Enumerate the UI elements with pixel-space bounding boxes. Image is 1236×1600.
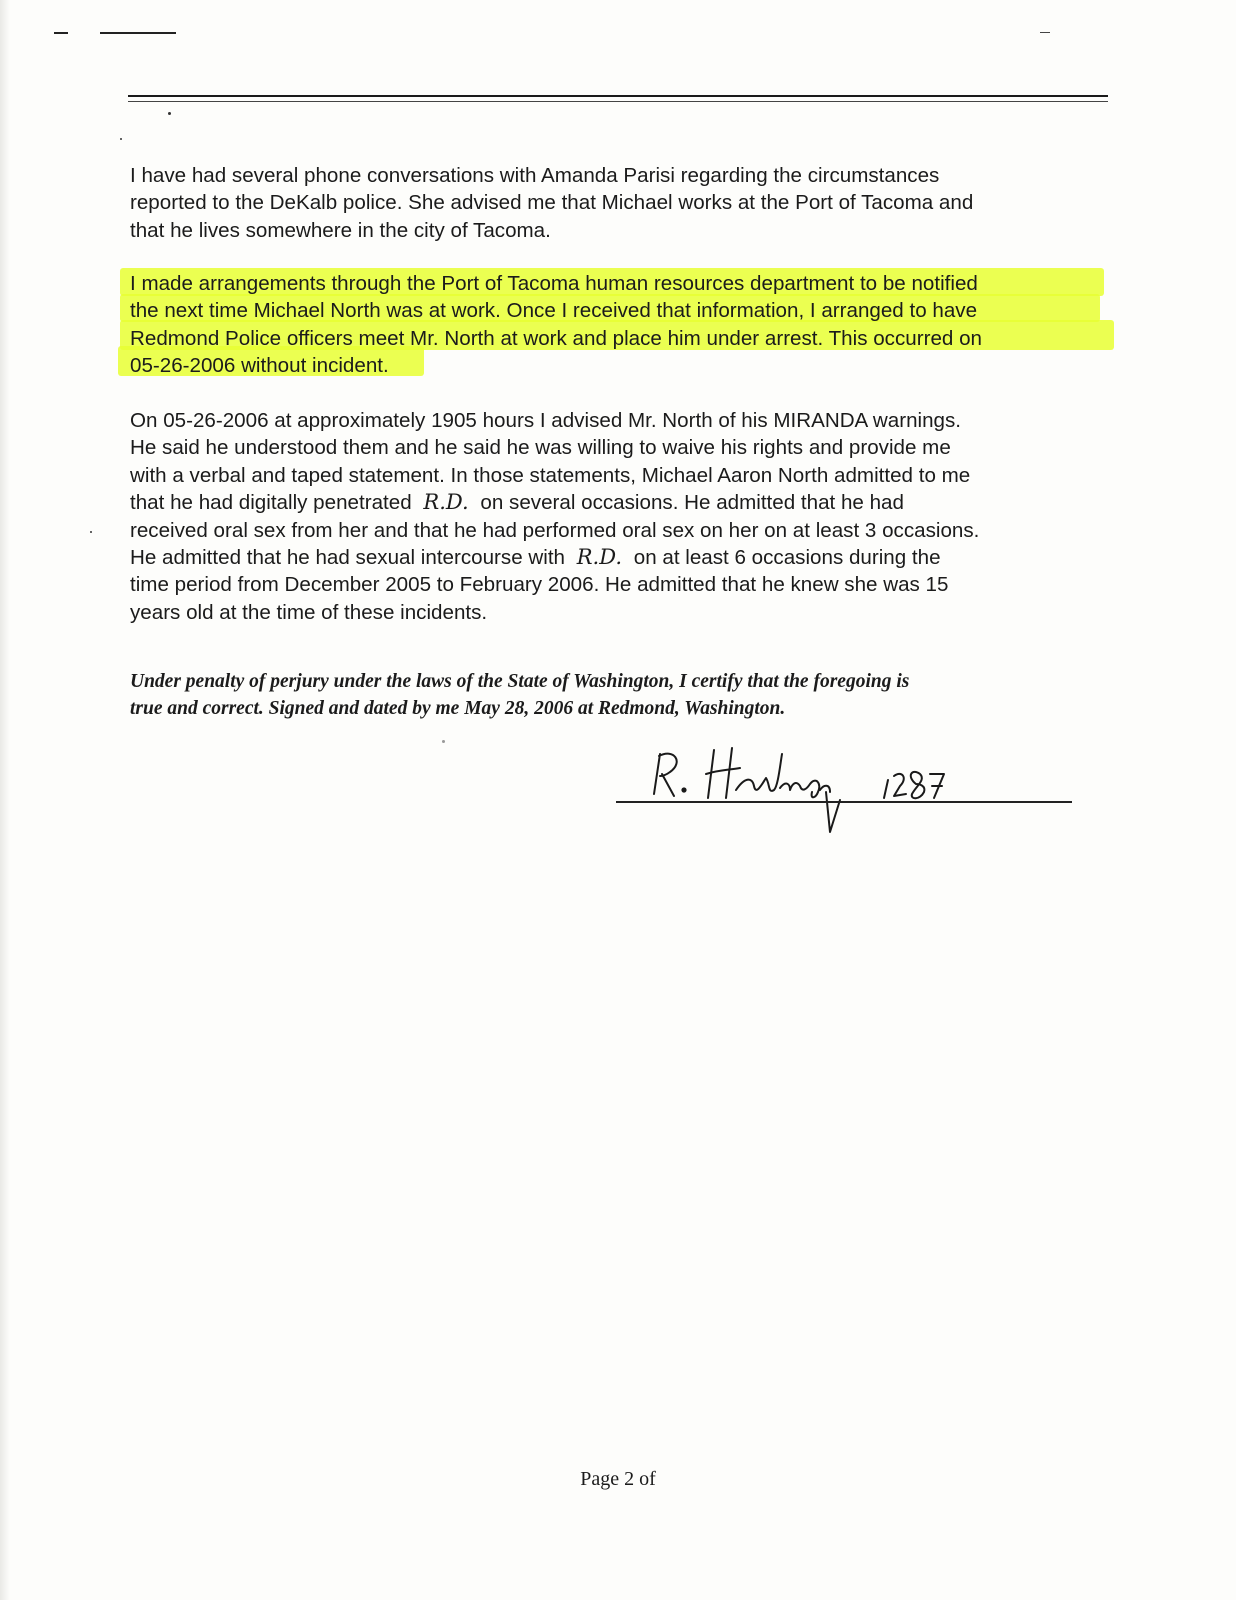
handwritten-initials: R.D. (576, 545, 623, 570)
text-fragment: on at least 6 occasions during the (633, 546, 941, 570)
text-fragment: He admitted that he had sexual intercourse with (130, 546, 566, 570)
text-line: On 05-26-2006 at approximately 1905 hours I advised Mr. North of his MIRANDA warnings. (130, 409, 962, 432)
text-line: I made arrangements through the Port of Tacoma human resources department to be notified (130, 272, 978, 295)
text-line: with a verbal and taped statement. In those statements, Michael Aaron North admitted to me (130, 463, 971, 487)
text-line: time period from December 2005 to February 2006. He admitted that he knew she was 15 (130, 573, 949, 597)
text-line: received oral sex from her and that he had performed oral sex on her on at least 3 occasions. (130, 518, 980, 542)
text-fragment: that he had digitally penetrated (130, 491, 412, 515)
scan-speck (90, 531, 92, 533)
page-number: Page 2 of (580, 1468, 656, 1490)
paragraph-statement (130, 407, 1110, 626)
scan-speck (120, 138, 122, 140)
header-rule (128, 95, 1108, 97)
text-line: that he lives somewhere in the city of Tacoma. (130, 218, 551, 242)
text-line: the next time Michael North was at work. Once I received that information, I arranged to have (130, 299, 978, 323)
scan-speck (442, 740, 445, 743)
text-line: He said he understood them and he said he was willing to waive his rights and provide me (130, 436, 951, 460)
signature-line (616, 801, 1072, 803)
scan-edge (0, 0, 10, 1600)
scan-mark (100, 32, 176, 34)
text-line: years old at the time of these incidents. (130, 600, 488, 624)
text-line: true and correct. Signed and dated by me May 28, 2006 at Redmond, Washington. (130, 698, 786, 719)
text-line: Under penalty of perjury under the laws of the State of Washington, I certify that the foregoing is (130, 671, 910, 692)
perjury-certification (130, 668, 1090, 722)
text-line: reported to the DeKalb police. She advised me that Michael works at the Port of Tacoma and (130, 191, 974, 215)
header-rule-thin (128, 101, 1108, 102)
scan-speck (168, 112, 171, 115)
paragraph-phone-conversations (130, 162, 1110, 244)
text-fragment: on several occasions. He admitted that he had (480, 491, 904, 515)
handwritten-initials: R.D. (423, 490, 469, 515)
text-line (130, 489, 1110, 516)
text-line: Redmond Police officers meet Mr. North at work and place him under arrest. This occurred on (130, 326, 982, 350)
text-line: 05-26-2006 without incident. (130, 354, 389, 378)
text-line (130, 544, 1110, 571)
handwritten-signature (640, 740, 1000, 840)
scan-mark (54, 32, 68, 34)
text-line: I have had several phone conversations with Amanda Parisi regarding the circumstances (130, 164, 940, 187)
paragraph-arrest-arrangements (130, 270, 1110, 380)
scan-mark (1040, 32, 1050, 33)
